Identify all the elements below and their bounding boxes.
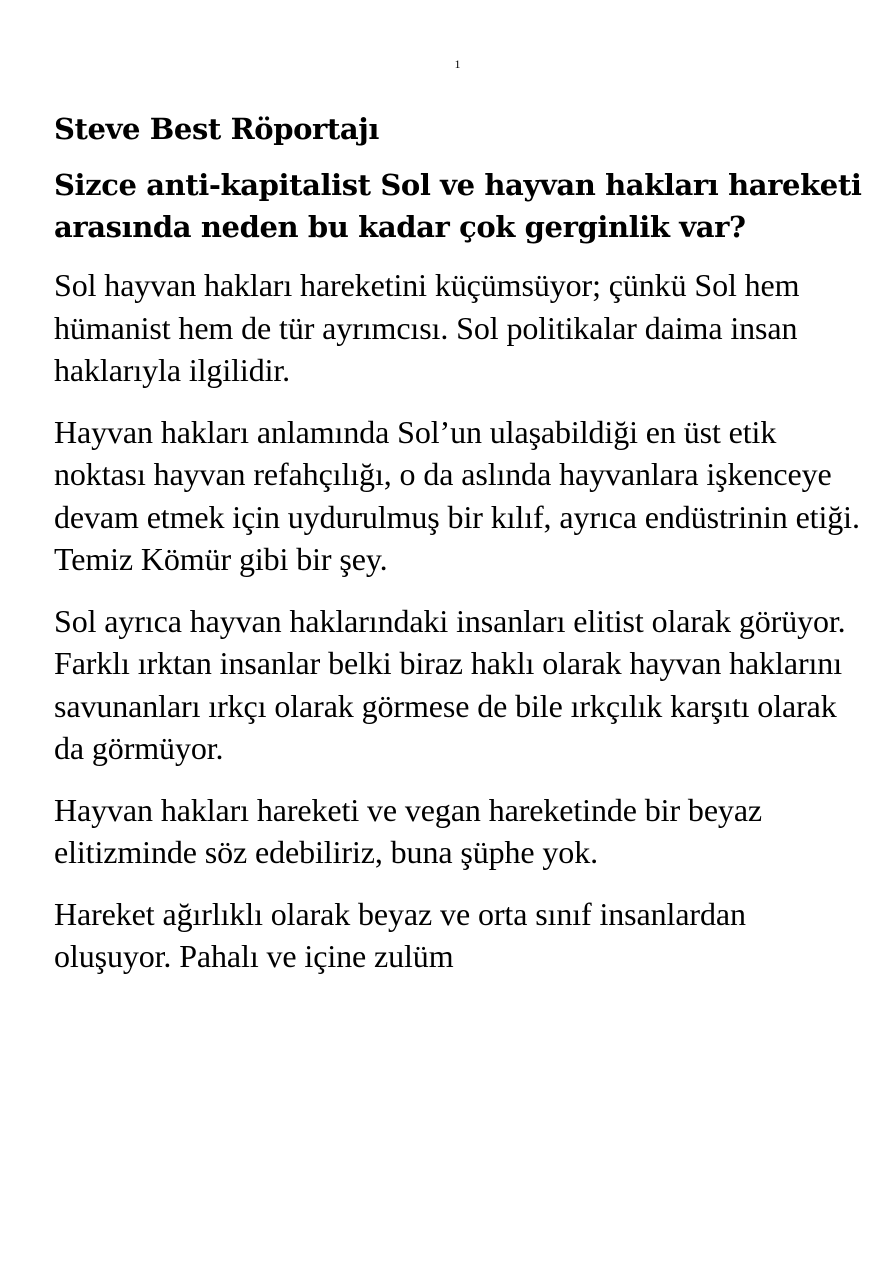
paragraph: Sol hayvan hakları hareketini küçümsüyor; çünkü Sol hem hümanist hem de tür ayrımcısı. Sol politikalar daima insan haklarıyla ilgilidir.	[54, 267, 800, 388]
paragraph: Hareket ağırlıklı olarak beyaz ve orta sınıf insanlardan oluşuyor. Pahalı ve içine zulüm	[54, 895, 746, 974]
paragraph: Hayvan hakları anlamında Sol’un ulaşabildiği en üst etik noktası hayvan refahçılığı, o da aslında hayvanlara işkenceye devam etmek için uydurulmuş bir kılıf, ayrıca endüstrinin etiği. Temiz Kömür gibi bir şey.	[54, 413, 860, 577]
paragraph: Hayvan hakları hareketi ve vegan hareketinde bir beyaz elitizminde söz edebiliriz, buna şüphe yok.	[54, 791, 763, 870]
interview-question: Sizce anti-kapitalist Sol ve hayvan hakları hareketi arasında neden bu kadar çok gerginlik var?	[54, 168, 862, 244]
document-body	[54, 108, 864, 997]
page-number: 1	[454, 57, 461, 71]
paragraph: Sol ayrıca hayvan haklarındaki insanları elitist olarak görüyor. Farklı ırktan insanlar belki biraz haklı olarak hayvan haklarını savunanları ırkçı olarak görmese de bile ırkçılık karşıtı olarak da görmüyor.	[54, 602, 846, 766]
document-title: Steve Best Röportajı	[54, 112, 380, 146]
